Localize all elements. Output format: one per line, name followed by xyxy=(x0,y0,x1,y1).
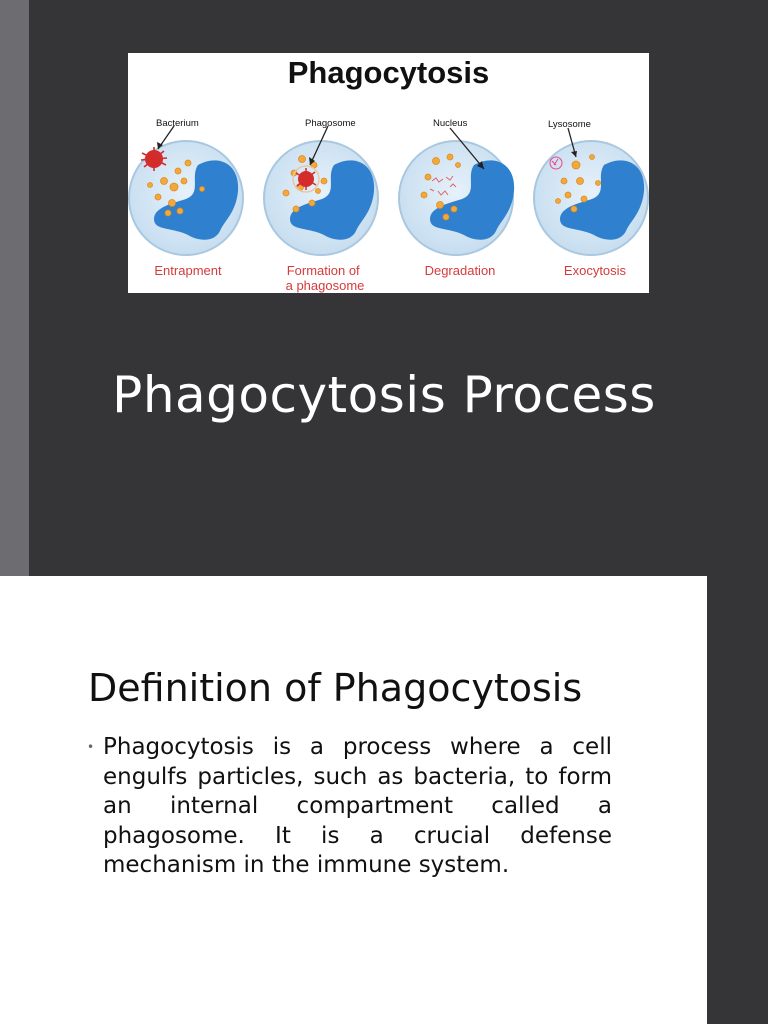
diagram-title: Phagocytosis xyxy=(287,55,490,90)
slide-heading: Definition of Phagocytosis xyxy=(88,666,583,710)
stage-label: Degradation xyxy=(424,263,496,278)
pointer-label: Phagosome xyxy=(305,118,356,129)
bullet-icon: • xyxy=(87,740,95,754)
cell-degradation xyxy=(399,128,514,255)
list-item xyxy=(87,733,612,881)
stage-label xyxy=(286,263,365,293)
bullet-list xyxy=(87,733,612,881)
phagocytosis-diagram xyxy=(128,53,649,293)
stage-label-line: Formation of xyxy=(286,263,360,278)
cell-entrapment xyxy=(129,126,243,255)
stage-label-line: a phagosome xyxy=(285,278,365,293)
diagram-illustration xyxy=(128,53,649,293)
slide-title: Phagocytosis Process xyxy=(112,366,656,424)
pointer-label: Nucleus xyxy=(433,118,468,129)
definition-slide xyxy=(0,576,707,1024)
accent-bar xyxy=(0,0,29,576)
cell-phagosome-formation xyxy=(264,126,378,255)
stage-label: Exocytosis xyxy=(563,263,627,278)
cell-exocytosis xyxy=(534,128,648,255)
bullet-text: Phagocytosis is a process where a cell engulfs particles, such as bacteria, to form an internal compartment called a phagosome. It is a crucial defense mechanism in the immune system. xyxy=(103,734,612,878)
stage-label: Entrapment xyxy=(154,263,222,278)
pointer-label: Lysosome xyxy=(548,119,591,130)
pointer-label: Bacterium xyxy=(156,118,199,129)
